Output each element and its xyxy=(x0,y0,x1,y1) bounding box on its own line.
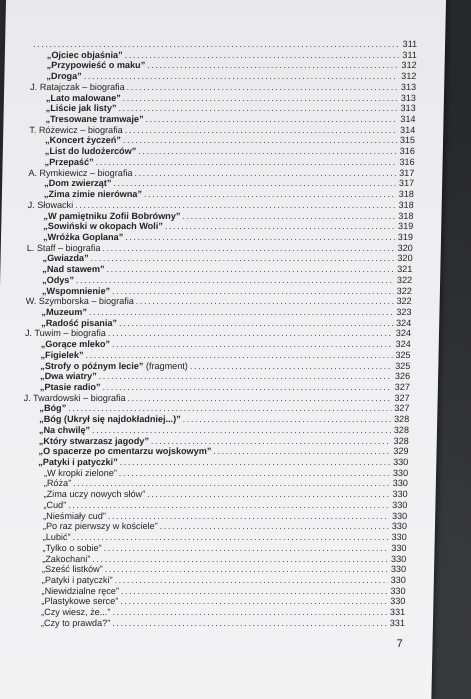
toc-entry-title xyxy=(21,511,106,522)
toc-entry xyxy=(31,39,417,50)
dot-leader xyxy=(74,275,394,286)
toc-entry-title-text: „Przepaść” xyxy=(44,156,94,167)
dot-leader xyxy=(71,478,390,489)
dot-leader xyxy=(102,543,389,554)
toc-entry-title-text: „Na chwilę” xyxy=(38,424,91,435)
toc-entry-page: 321 xyxy=(397,264,413,275)
toc-entry-title-text: „W kropki zielone” xyxy=(43,467,117,478)
toc-entry xyxy=(26,264,412,275)
toc-entry-title-text: „Tylko o sobie” xyxy=(42,542,102,553)
dot-leader xyxy=(116,103,397,114)
toc-entry xyxy=(21,521,407,532)
dot-leader xyxy=(149,436,391,447)
toc-entry-title xyxy=(27,243,101,254)
toc-entry-title xyxy=(29,135,121,146)
toc-entry-title-text: A. Rymkiewicz – biografia xyxy=(28,167,133,178)
toc-entry xyxy=(24,361,410,372)
dot-leader xyxy=(110,618,387,629)
dot-leader xyxy=(142,189,396,200)
dot-leader xyxy=(145,60,399,71)
dot-leader xyxy=(100,243,395,254)
dot-leader xyxy=(180,211,395,222)
toc-entry-page: 330 xyxy=(390,596,406,607)
page-number: 7 xyxy=(396,638,403,650)
dot-leader xyxy=(106,328,393,339)
toc-entry-title-text: „Niewidzialne ręce” xyxy=(41,585,120,596)
toc-entry-title xyxy=(26,286,110,297)
toc-entry xyxy=(26,286,412,297)
dot-leader xyxy=(73,200,396,211)
toc-entry-title-text: „Cud” xyxy=(43,499,67,510)
toc-entry-title-text: „Wróżka Goplana” xyxy=(42,231,124,242)
toc-entry-title xyxy=(26,253,88,264)
toc-entry-title-text: „Figielek” xyxy=(40,349,84,360)
toc-entry-page: 318 xyxy=(398,189,415,200)
toc-entry-page: 316 xyxy=(399,156,415,167)
toc-entry-page: 319 xyxy=(397,231,414,242)
toc-entry xyxy=(24,393,410,404)
toc-entry-title xyxy=(29,114,143,125)
toc-entry-page: 323 xyxy=(396,306,412,317)
toc-entry xyxy=(25,328,411,339)
toc-entry-title-text: „Przypowieść o maku” xyxy=(46,60,146,71)
toc-entry-title xyxy=(22,468,117,479)
toc-entry-title-text: J. Twardowski – biografia xyxy=(23,392,126,403)
toc-entry-page: 316 xyxy=(399,146,415,157)
toc-entry-page: 317 xyxy=(399,167,415,178)
dot-leader xyxy=(121,135,397,146)
toc-entry xyxy=(21,532,407,543)
toc-entry-title xyxy=(23,414,181,425)
toc-entry-page: 312 xyxy=(401,60,417,71)
toc-entry-title-text: „Zakochani” xyxy=(42,553,91,564)
toc-entry-title-text: T. Różewicz – biografia xyxy=(29,124,123,135)
toc-entry xyxy=(26,296,412,307)
toc-entry-title-text: „Patyki i patyczki” xyxy=(41,574,113,585)
dot-leader xyxy=(87,307,394,318)
toc-entry-title xyxy=(29,125,123,136)
toc-entry-page: 331 xyxy=(389,607,406,618)
toc-entry-page: 328 xyxy=(393,435,409,446)
toc-entry-title-text: „Lubić” xyxy=(42,532,71,543)
toc-entry-page: 324 xyxy=(395,339,411,350)
dot-leader xyxy=(136,146,397,157)
toc-entry-title xyxy=(29,146,137,157)
dot-leader xyxy=(125,82,399,93)
toc-entry-page: 322 xyxy=(396,274,413,285)
toc-entry-title-text: „Muzeum” xyxy=(41,306,88,317)
toc-entry xyxy=(20,554,406,565)
toc-entry-title-text: „List do ludożerców” xyxy=(44,146,137,157)
dot-leader xyxy=(97,371,393,382)
toc-entry-title xyxy=(30,71,82,82)
toc-entry-title-text: „Plastykowe serce” xyxy=(41,596,119,607)
toc-entry-title-text: „Ptasie radio” xyxy=(39,382,101,392)
dot-leader xyxy=(104,264,394,275)
toc-entry-title xyxy=(27,232,123,243)
toc-entry-title-text: „Droga” xyxy=(46,71,82,82)
dot-leader xyxy=(117,468,390,479)
toc-entry-page: 311 xyxy=(402,39,418,49)
toc-entry-title xyxy=(24,361,188,372)
toc-entry-title xyxy=(21,532,71,543)
toc-entry xyxy=(21,500,407,511)
toc-entry-title-text: J. Słowacki xyxy=(27,199,74,210)
toc-entry xyxy=(31,60,417,71)
dot-leader xyxy=(132,168,396,179)
toc-entry xyxy=(19,607,405,618)
toc-entry-title-text: „Po raz pierwszy w kościele” xyxy=(42,521,158,532)
toc-entry-title-text: „Czy to prawda?” xyxy=(40,617,111,628)
toc-entry-title xyxy=(19,607,110,618)
dot-leader xyxy=(134,296,394,307)
toc-entry-title xyxy=(20,586,120,597)
toc-entry xyxy=(29,114,415,125)
toc-entry xyxy=(26,253,412,264)
toc-entry-title-text: L. Staff – biografia xyxy=(26,242,101,253)
toc-entry-page: 328 xyxy=(393,414,410,425)
toc-entry-title xyxy=(24,350,83,361)
toc-entry-title-text: „Nieśmiały cud” xyxy=(43,510,106,521)
dot-leader xyxy=(90,425,391,436)
toc-entry-title-text: „Bóg (Ukrył się najdokładniej...)” xyxy=(39,414,181,425)
toc-entry-title xyxy=(20,543,101,554)
toc-entry-title xyxy=(28,200,74,211)
toc-entry xyxy=(20,543,406,554)
toc-entry-title xyxy=(30,103,117,114)
toc-entry xyxy=(30,93,416,104)
table-of-contents xyxy=(19,39,417,629)
toc-entry-title xyxy=(25,307,87,318)
toc-entry-title xyxy=(21,521,158,532)
toc-entry xyxy=(22,478,408,489)
toc-entry-page: 315 xyxy=(399,135,416,146)
toc-entry-title xyxy=(27,211,180,222)
toc-entry-title-text: „Czy wiesz, że...” xyxy=(41,607,111,618)
toc-entry-page: 319 xyxy=(397,221,414,232)
toc-entry-title-text: „Gwiazda” xyxy=(42,253,89,264)
toc-entry-title xyxy=(23,403,66,414)
dot-leader xyxy=(110,607,387,618)
toc-entry-title xyxy=(28,189,142,200)
toc-entry-title-text: „Dwa wiatry” xyxy=(40,371,97,382)
toc-entry-title-text: „Ojciec objaśnia” xyxy=(46,49,123,60)
toc-entry-page: 325 xyxy=(395,349,411,360)
toc-entry xyxy=(23,414,409,425)
toc-entry xyxy=(22,446,408,457)
toc-entry-page: 322 xyxy=(396,285,413,296)
toc-entry xyxy=(23,403,409,414)
dot-leader xyxy=(88,253,394,264)
dot-leader xyxy=(125,393,391,404)
dot-leader xyxy=(119,586,388,597)
toc-entry-page: 312 xyxy=(401,71,417,82)
toc-entry-page: 320 xyxy=(397,253,413,264)
toc-entry xyxy=(27,211,413,222)
toc-entry xyxy=(26,275,412,286)
toc-entry-title-text: „Który stwarzasz jagody” xyxy=(38,435,150,446)
dot-leader xyxy=(110,286,394,297)
toc-entry-page: 324 xyxy=(395,317,412,328)
toc-entry-title-text: „Nad stawem” xyxy=(42,264,105,275)
toc-entry-page: 313 xyxy=(400,103,416,114)
dot-leader xyxy=(106,511,390,522)
dot-leader xyxy=(123,125,398,136)
toc-entry-page: 314 xyxy=(400,114,416,125)
dot-leader xyxy=(143,114,397,125)
toc-entry-title-text: „Sowiński w okopach Woli” xyxy=(43,221,163,232)
toc-entry-title xyxy=(27,221,163,232)
toc-entry xyxy=(22,457,408,468)
toc-entry-title-text: „O spacerze po cmentarzu wojskowym” xyxy=(38,446,212,457)
toc-entry-page: 330 xyxy=(392,467,409,478)
dot-leader xyxy=(66,500,389,511)
toc-entry-page: 318 xyxy=(398,199,414,210)
toc-entry-page: 320 xyxy=(397,242,413,253)
toc-entry-title-text: W. Szymborska – biografia xyxy=(25,296,134,307)
dot-leader xyxy=(145,489,390,500)
toc-entry-title xyxy=(21,500,66,511)
toc-entry-title xyxy=(25,328,106,339)
toc-entry xyxy=(28,178,414,189)
toc-entry xyxy=(27,221,413,232)
toc-entry-title xyxy=(23,436,149,447)
toc-entry-title-text: „Radość pisania” xyxy=(41,317,118,328)
dot-leader xyxy=(70,532,388,543)
toc-entry-page: 330 xyxy=(391,521,408,532)
toc-entry-title xyxy=(22,489,146,500)
dot-leader xyxy=(90,554,388,565)
toc-entry-note: (fragment) xyxy=(143,360,189,371)
toc-entry-title-text: „Strofy o późnym lecie” xyxy=(40,360,144,371)
dot-leader xyxy=(111,178,396,189)
toc-entry-title xyxy=(19,618,110,629)
toc-entry-title-text: „Liście jak listy” xyxy=(45,103,117,114)
toc-entry xyxy=(24,350,410,361)
toc-entry-title xyxy=(25,339,110,350)
toc-entry-title-text: „Wspomnienie” xyxy=(41,285,111,296)
toc-entry-page: 330 xyxy=(391,510,408,521)
toc-entry xyxy=(23,425,409,436)
toc-entry-title-text: „Tresowane tramwaje” xyxy=(45,114,144,125)
toc-entry-title-text: J. Tuwim – biografia xyxy=(24,328,106,339)
toc-entry xyxy=(19,618,405,629)
dot-leader xyxy=(110,339,393,350)
toc-entry-page: 330 xyxy=(391,553,407,564)
toc-entry xyxy=(24,371,410,382)
toc-entry-title-text: „Zima zimie nierówna” xyxy=(43,189,143,200)
dot-leader xyxy=(83,350,392,361)
toc-entry-title-text: „Gorące mleko” xyxy=(40,339,111,350)
toc-entry-title xyxy=(19,596,118,607)
toc-entry-title xyxy=(23,425,90,436)
toc-entry-title xyxy=(24,371,97,382)
toc-entry-page: 330 xyxy=(390,574,406,585)
toc-entry-title-text: „Koncert życzeń” xyxy=(44,135,121,146)
toc-entry-page: 324 xyxy=(395,328,412,339)
toc-entry-page: 331 xyxy=(389,617,406,628)
toc-entry-title-text: „Lato malowane” xyxy=(45,92,121,103)
toc-entry-page: 330 xyxy=(392,489,408,500)
toc-entry-title-text: „Róża” xyxy=(43,478,72,489)
toc-entry-page: 330 xyxy=(393,457,409,468)
toc-entry xyxy=(20,586,406,597)
toc-entry-title xyxy=(20,554,90,565)
toc-entry xyxy=(28,200,414,211)
toc-entry-page: 330 xyxy=(391,542,407,553)
dot-leader xyxy=(66,403,391,414)
toc-entry xyxy=(20,575,406,586)
toc-entry xyxy=(27,243,413,254)
toc-entry-title xyxy=(24,382,101,393)
toc-entry-title xyxy=(31,50,123,61)
toc-entry-title xyxy=(28,168,132,179)
dot-leader xyxy=(31,39,399,50)
dot-leader xyxy=(123,232,395,243)
toc-entry xyxy=(28,168,414,179)
dot-leader xyxy=(118,596,387,607)
dot-leader xyxy=(117,318,393,329)
toc-entry-page: 313 xyxy=(400,81,417,92)
toc-entry xyxy=(29,135,415,146)
toc-entry-title xyxy=(26,296,134,307)
toc-entry xyxy=(19,596,405,607)
dot-leader xyxy=(94,157,397,168)
toc-entry xyxy=(21,511,407,522)
toc-entry-page: 330 xyxy=(392,478,408,489)
toc-entry-title xyxy=(26,275,74,286)
toc-entry-title xyxy=(24,393,126,404)
dot-leader xyxy=(100,382,392,393)
toc-entry-title-text: „Patyki i patyczki” xyxy=(38,457,118,468)
toc-entry xyxy=(25,307,411,318)
toc-entry-page: 330 xyxy=(390,585,406,596)
toc-entry-page: 330 xyxy=(392,499,408,510)
toc-entry xyxy=(24,382,410,393)
dot-leader xyxy=(211,446,390,457)
toc-entry-page: 317 xyxy=(398,178,415,189)
toc-entry-title xyxy=(30,82,125,93)
toc-entry-page: 329 xyxy=(393,446,409,457)
toc-entry-title xyxy=(31,60,146,71)
toc-entry-page: 314 xyxy=(399,124,416,135)
toc-entry-page: 328 xyxy=(393,424,410,435)
dot-leader xyxy=(163,221,396,232)
toc-entry xyxy=(20,564,406,575)
dot-leader xyxy=(158,521,390,532)
toc-entry-page: 327 xyxy=(394,382,410,392)
toc-entry-title xyxy=(25,318,117,329)
toc-entry-title-text: „Sześć listków” xyxy=(41,564,103,575)
dot-leader xyxy=(112,575,387,586)
toc-entry xyxy=(30,103,416,114)
dot-leader xyxy=(118,457,391,468)
toc-entry xyxy=(25,339,411,350)
toc-entry-title xyxy=(20,564,103,575)
dot-leader xyxy=(181,414,392,425)
toc-entry-title xyxy=(22,457,118,468)
dot-leader xyxy=(123,50,399,61)
toc-entry xyxy=(28,157,414,168)
toc-entry xyxy=(31,50,417,61)
toc-entry-page: 327 xyxy=(394,392,410,403)
dot-leader xyxy=(103,564,389,575)
toc-entry-title-text: „Bóg” xyxy=(39,403,67,414)
dot-leader xyxy=(188,361,393,372)
toc-entry-page: 325 xyxy=(395,360,411,371)
toc-entry xyxy=(22,489,408,500)
toc-entry-page: 313 xyxy=(400,92,417,103)
toc-entry-title xyxy=(20,575,113,586)
toc-entry-page: 311 xyxy=(402,49,417,60)
toc-entry-title-text: „Odys” xyxy=(42,274,75,285)
toc-entry xyxy=(22,468,408,479)
toc-entry-page: 330 xyxy=(390,564,407,575)
toc-entry-title xyxy=(28,157,93,168)
toc-entry xyxy=(30,71,416,82)
toc-entry-page: 327 xyxy=(394,403,410,414)
toc-entry-page: 326 xyxy=(394,371,411,382)
toc-entry xyxy=(30,82,416,93)
toc-entry-title-text: „W pamiętniku Zofii Bobrówny” xyxy=(43,210,181,221)
toc-entry xyxy=(27,232,413,243)
toc-entry-page: 322 xyxy=(396,296,412,307)
toc-entry xyxy=(29,125,415,136)
toc-entry-title xyxy=(28,178,111,189)
toc-entry-title-text: J. Ratajczak – biografia xyxy=(30,81,125,92)
toc-entry-title-text: „Zima uczy nowych słów” xyxy=(43,489,146,500)
dot-leader xyxy=(121,93,398,104)
toc-entry-title-text: „Dom zwierząt” xyxy=(44,178,112,189)
toc-entry xyxy=(23,436,409,447)
toc-entry xyxy=(29,146,415,157)
toc-entry-page: 318 xyxy=(398,210,414,221)
toc-entry-title xyxy=(30,93,121,104)
dot-leader xyxy=(82,71,399,82)
toc-entry-title xyxy=(22,446,211,457)
toc-entry-page: 330 xyxy=(391,532,407,543)
toc-entry xyxy=(25,318,411,329)
toc-entry xyxy=(28,189,414,200)
toc-entry-title xyxy=(22,478,72,489)
toc-entry-title xyxy=(26,264,104,275)
